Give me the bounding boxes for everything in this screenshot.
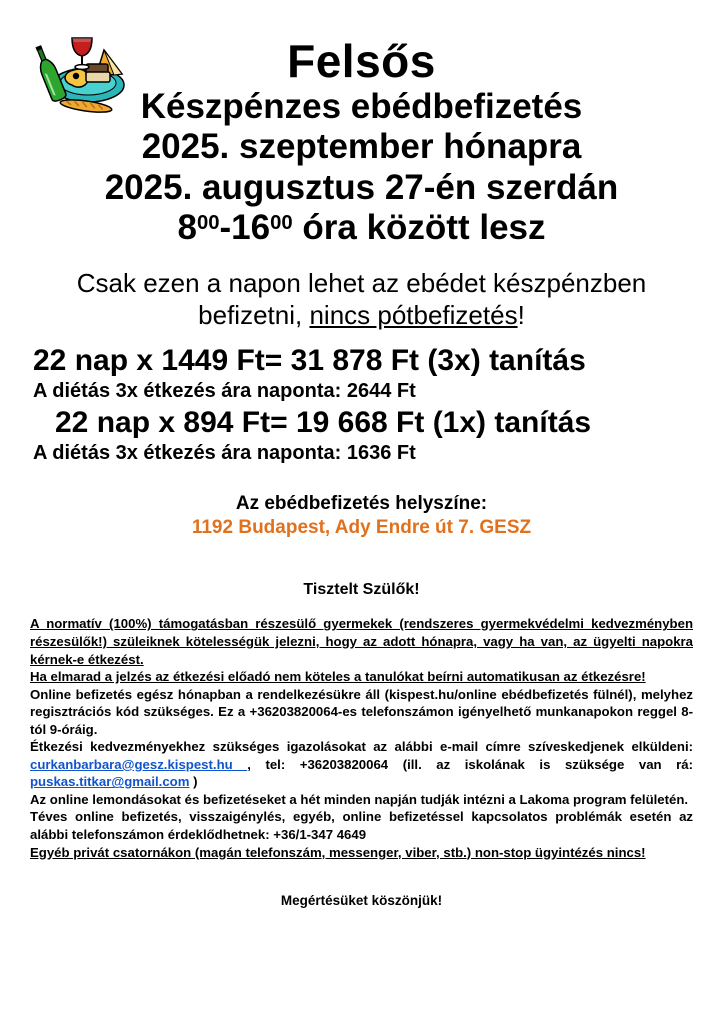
body-text [0, 615, 723, 861]
location-address: 1192 Budapest, Ady Endre út 7. GESZ [191, 516, 532, 538]
text-segment: Egyéb privát csatornákon (magán telefonszám, messenger, viber, stb.) non-stop ügyintézés nincs! [30, 844, 646, 860]
text-segment: ) [189, 774, 198, 790]
text-segment: Ha elmarad a jelzés az étkezési előadó nem köteles a tanulókat beírni automatikusan az étkezésre! [30, 669, 646, 685]
text-segment: ! [517, 300, 525, 331]
price-line-3x: 22 nap x 1449 Ft= 31 878 Ft (3x) tanítás [33, 343, 586, 377]
body-paragraph-discount-documents [30, 738, 693, 791]
body-paragraph-private-channels [30, 844, 693, 862]
body-paragraph-online-payment [30, 686, 693, 739]
closing-thanks: Megértésüket köszönjük! [280, 893, 443, 909]
diet-price-line-1: A diétás 3x étkezés ára naponta: 2644 Ft [33, 379, 416, 402]
diet-price-line-2: A diétás 3x étkezés ára naponta: 1636 Ft [33, 441, 416, 464]
body-paragraph-normative-support [30, 615, 693, 668]
email-link[interactable]: curkanbarbara@gesz.kispest.hu [30, 756, 248, 772]
payment-location [0, 492, 723, 540]
location-heading: Az ebédbefizetés helyszíne: [235, 492, 488, 514]
subtitle-time-line [0, 208, 723, 249]
text-segment: óra között lesz [292, 208, 546, 248]
subtitle-line-3: 2025. augusztus 27-én szerdán [104, 167, 619, 207]
food-and-wine-logo [26, 30, 136, 118]
text-segment: A normatív (100%) támogatásban részesülő gyermekek (rendszeres gyermekvédelmi kedvezményben részesülők!) szüleiknek kötelességük jelezni, hogy az adott hónapra, vagy ha van, az ügyelti napokra kérnek-e étkezést. [30, 616, 693, 667]
text-segment: nincs pótbefizetés [309, 300, 518, 331]
superscript-text: 00 [196, 212, 220, 235]
email-link[interactable]: puskas.titkar@gmail.com [30, 774, 190, 790]
text-segment: 8 [177, 208, 197, 248]
superscript-text: 00 [270, 212, 293, 235]
text-segment: Online befizetés egész hónapban a rendelkezésükre áll (kispest.hu/online ebédbefizetés fülnél), melyhez regisztrációs kód szükséges. Ez a +36203820064-es telefonszámon igényelhető munkanapokon reggel 8-tól 9-óráig. [30, 686, 693, 737]
text-segment: , tel: +36203820064 (ill. az iskolának is szüksége van rá: [247, 756, 693, 772]
cash-payment-notice [0, 267, 723, 332]
text-segment: Étkezési kedvezményekhez szükséges igazolásokat az alábbi e-mail címre szíveskedjenek elküldeni: [30, 739, 693, 755]
pricing-section [0, 344, 723, 468]
price-line-1x: 22 nap x 894 Ft= 19 668 Ft (1x) tanítás [55, 405, 592, 439]
text-segment: -16 [219, 208, 271, 248]
body-paragraph-lakoma-program [30, 791, 693, 809]
greeting: Tisztelt Szülők! [303, 581, 420, 599]
body-paragraph-wrong-payment [30, 808, 693, 843]
subtitle-line-1: Készpénzes ebédbefizetés [140, 86, 583, 126]
text-segment: Téves online befizetés, visszaigénylés, egyéb, online befizetéssel kapcsolatos problémák esetén az alábbi telefonszámon érdeklődhetnek: +36/1-347 4649 [30, 809, 693, 843]
text-segment: Csak ezen a napon lehet az ebédet készpénzben befizetni, [76, 267, 647, 331]
body-paragraph-missed-notice [30, 668, 693, 686]
subtitle-line-2: 2025. szeptember hónapra [141, 127, 582, 167]
text-segment: Az online lemondásokat és befizetéseket a hét minden napján tudják intézni a Lakoma program felületén. [30, 791, 689, 807]
page-title: Felsős [287, 35, 436, 87]
